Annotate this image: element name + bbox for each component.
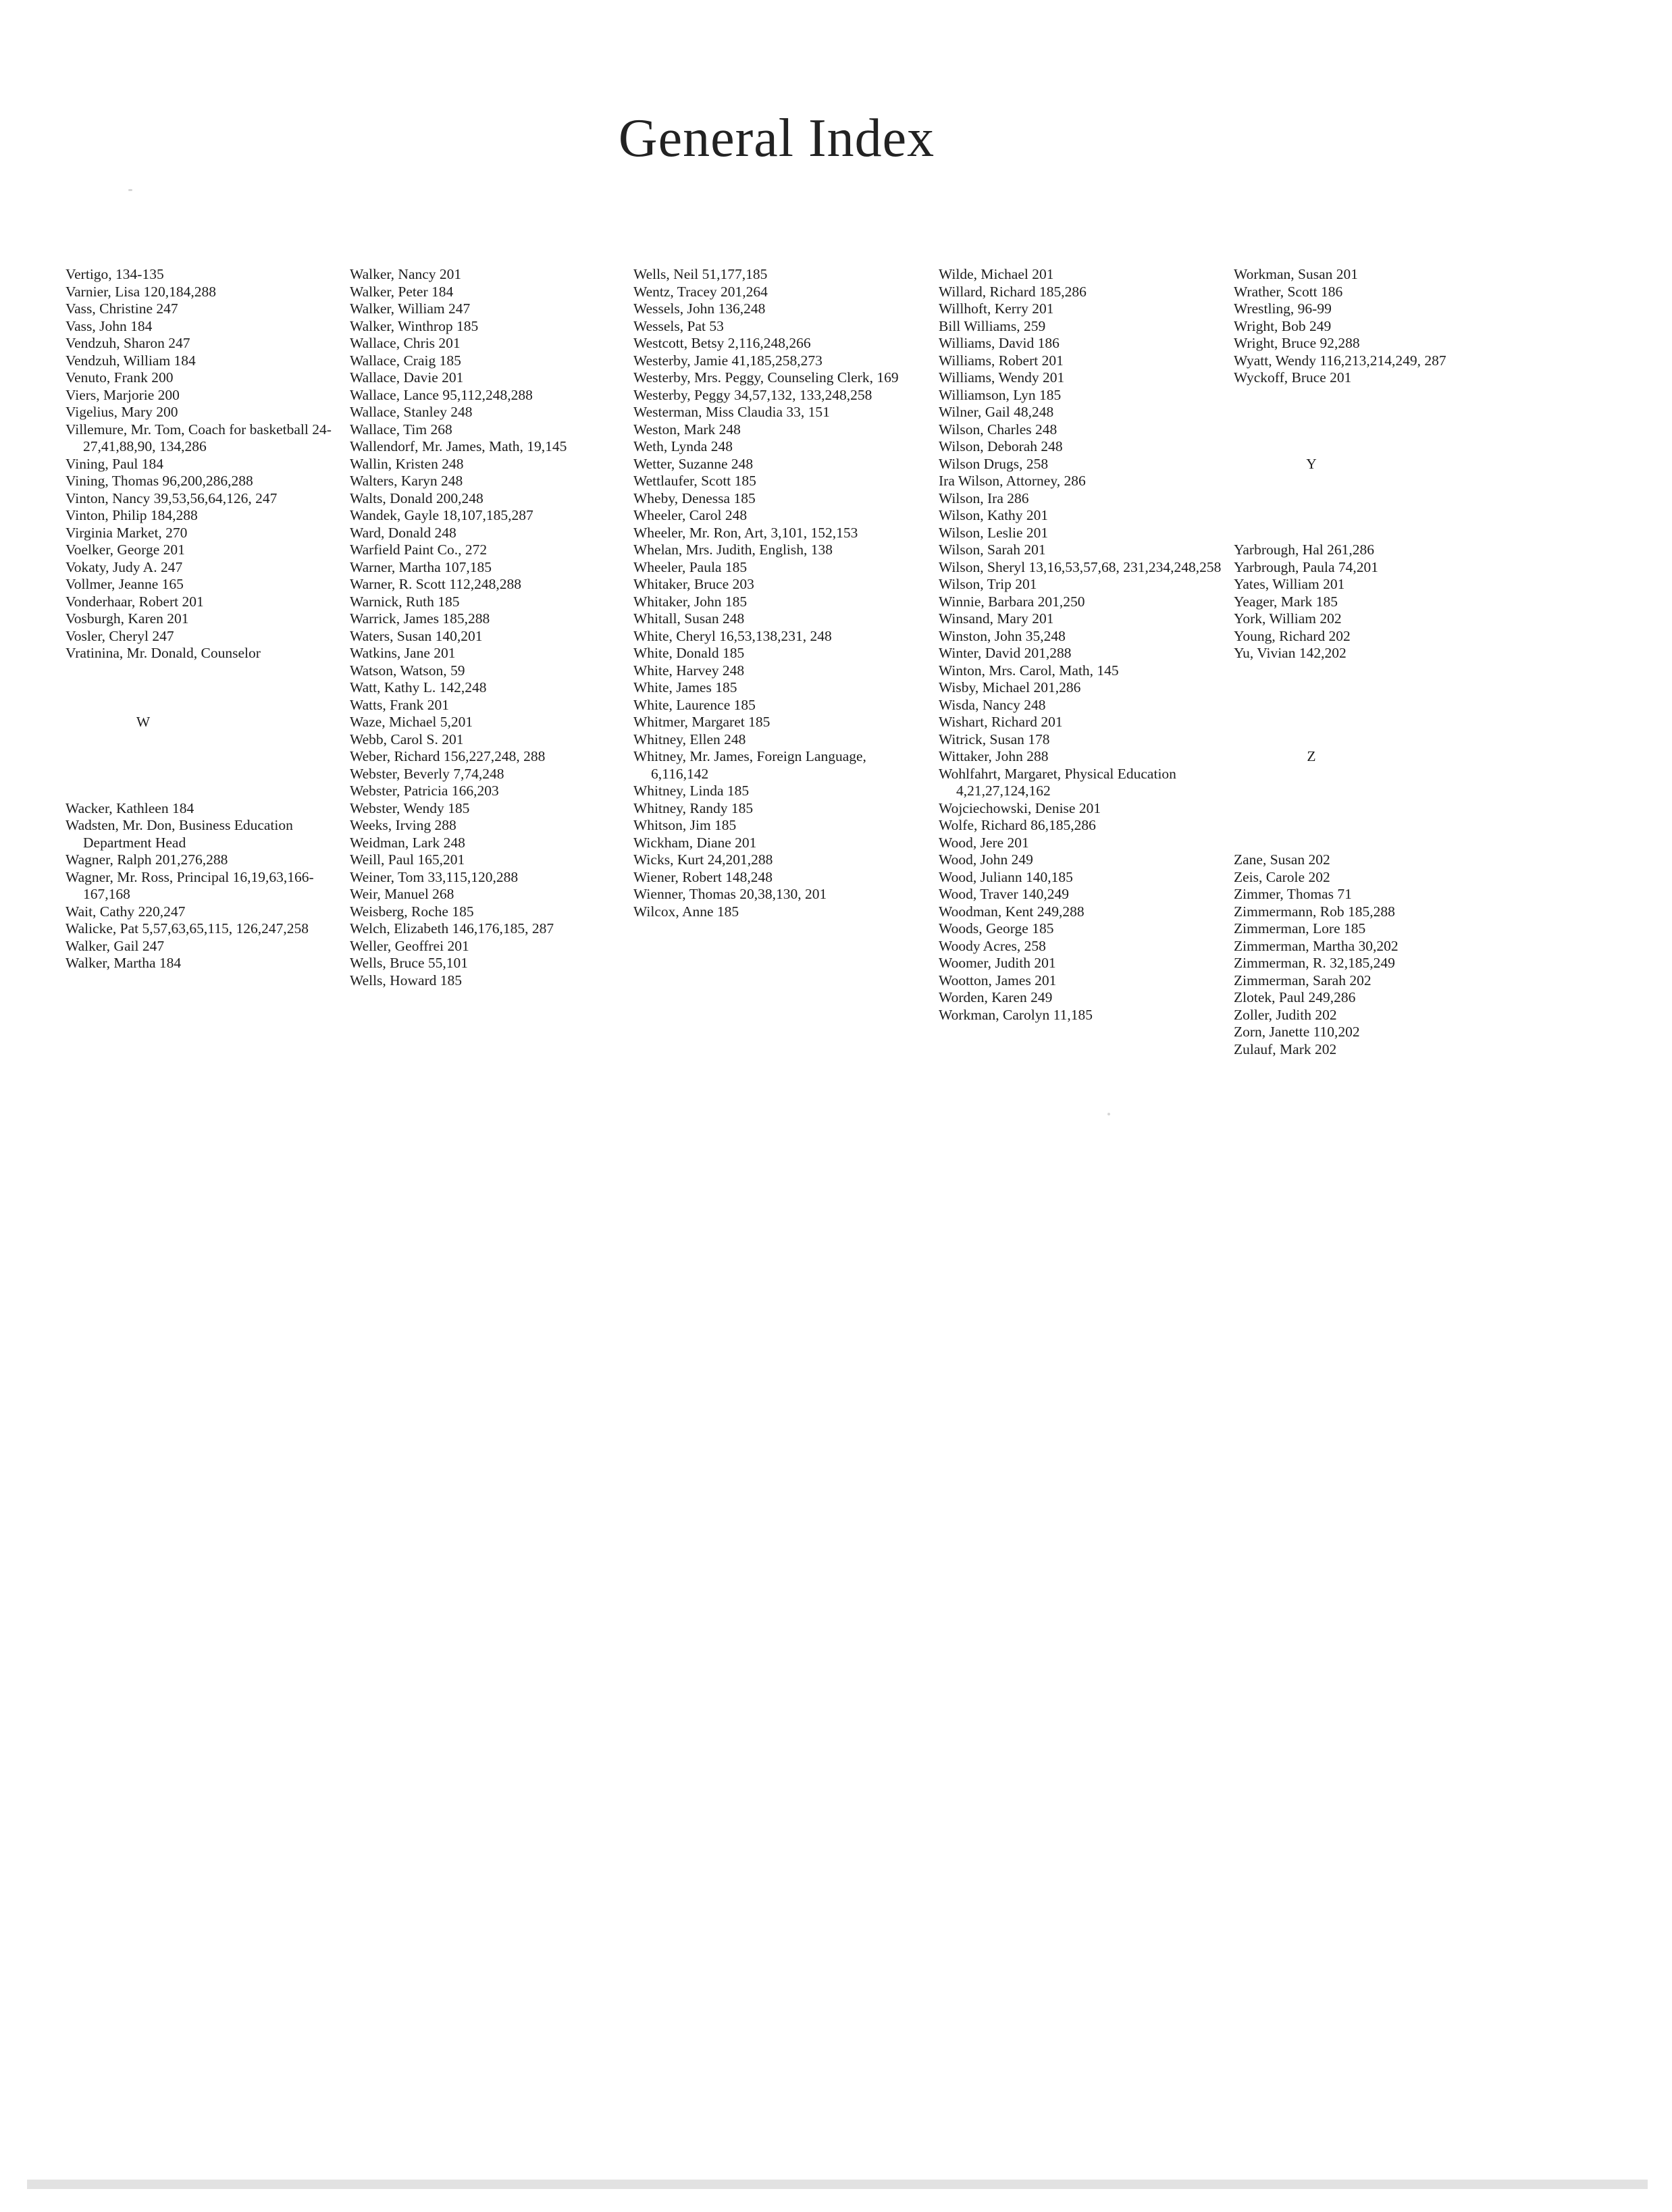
index-entry: Wettlaufer, Scott 185 <box>633 473 756 489</box>
spacer <box>66 748 349 766</box>
index-entry: Wilson, Sheryl 13,16,53,57,68, 231,234,248,258 <box>939 558 1222 575</box>
index-entry: Walicke, Pat 5,57,63,65,115, 126,247,258 <box>66 920 309 937</box>
index-entry: Weber, Richard 156,227,248, 288 <box>350 748 546 764</box>
index-entry: Wheeler, Paula 185 <box>633 558 748 575</box>
spacer <box>1234 731 1517 749</box>
index-entry: Vining, Thomas 96,200,286,288 <box>66 473 253 489</box>
index-entry: Wheeler, Carol 248 <box>633 507 748 523</box>
index-entry: Zimmermann, Rob 185,288 <box>1234 903 1395 920</box>
index-entry: Vass, John 184 <box>66 317 153 334</box>
index-entry: Yu, Vivian 142,202 <box>1234 645 1347 661</box>
spacer <box>66 679 349 697</box>
index-entry: Vass, Christine 247 <box>66 300 178 317</box>
index-entry: Wentz, Tracey 201,264 <box>633 283 768 300</box>
index-entry: Ward, Donald 248 <box>350 524 456 541</box>
spacer <box>1234 387 1517 404</box>
index-entry: Wittaker, John 288 <box>939 748 1049 764</box>
index-entry: Walker, William 247 <box>350 300 471 317</box>
index-entry: Wohlfahrt, Margaret, Physical Education 4,21,27,124,162 <box>939 765 1176 799</box>
spacer <box>1234 404 1517 421</box>
index-entry: Wisby, Michael 201,286 <box>939 679 1081 695</box>
index-entry: Weth, Lynda 248 <box>633 438 733 454</box>
scan-speck <box>1107 1113 1110 1115</box>
index-entry: Vonderhaar, Robert 201 <box>66 593 204 610</box>
index-entry: Walker, Peter 184 <box>350 283 454 300</box>
index-entry: Viers, Marjorie 200 <box>66 386 180 403</box>
index-entry: Wyckoff, Bruce 201 <box>1234 369 1352 386</box>
index-entry: Yarbrough, Hal 261,286 <box>1234 542 1375 558</box>
index-entry: Watkins, Jane 201 <box>350 645 456 661</box>
index-entry: Welch, Elizabeth 146,176,185, 287 <box>350 920 554 937</box>
index-entry: Wrather, Scott 186 <box>1234 283 1343 300</box>
index-entry: Yates, William 201 <box>1234 576 1345 592</box>
index-entry: Whitaker, Bruce 203 <box>633 576 754 592</box>
index-entry: Webster, Patricia 166,203 <box>350 783 499 799</box>
index-entry: Wessels, Pat 53 <box>633 317 724 334</box>
index-entry: Wallace, Stanley 248 <box>350 404 473 420</box>
index-entry: Williamson, Lyn 185 <box>939 386 1062 403</box>
index-entry: Wyatt, Wendy 116,213,214,249, 287 <box>1234 352 1446 369</box>
index-entry: Wallace, Craig 185 <box>350 352 461 369</box>
index-entry: Vinton, Nancy 39,53,56,64,126, 247 <box>66 490 278 506</box>
index-entry: Williams, Wendy 201 <box>939 369 1065 386</box>
spacer <box>1234 679 1517 697</box>
index-entry: Wallin, Kristen 248 <box>350 455 464 472</box>
index-entry: Willard, Richard 185,286 <box>939 283 1087 300</box>
index-entry: Virginia Market, 270 <box>66 524 188 541</box>
index-entry: Warnick, Ruth 185 <box>350 593 460 610</box>
index-entry: Wilson Drugs, 258 <box>939 455 1049 472</box>
index-entry: Weston, Mark 248 <box>633 421 741 438</box>
index-entry: Woomer, Judith 201 <box>939 955 1056 971</box>
index-entry: Wallendorf, Mr. James, Math, 19,145 <box>350 438 567 454</box>
index-entry: Wadsten, Mr. Don, Business Education Department Head <box>66 817 293 851</box>
index-entry: Whelan, Mrs. Judith, English, 138 <box>633 542 833 558</box>
index-entry: Zimmerman, R. 32,185,249 <box>1234 955 1395 971</box>
index-entry: Wilson, Kathy 201 <box>939 507 1049 523</box>
index-entry: York, William 202 <box>1234 610 1342 627</box>
index-entry: Wilner, Gail 48,248 <box>939 404 1054 420</box>
spacer <box>66 731 349 749</box>
index-entry: Wootton, James 201 <box>939 972 1057 989</box>
index-entry: Zoller, Judith 202 <box>1234 1006 1337 1023</box>
index-entry: Vinton, Philip 184,288 <box>66 507 198 523</box>
index-entry: Workman, Carolyn 11,185 <box>939 1006 1093 1023</box>
index-column-5 <box>1234 266 1517 1058</box>
index-entry: Warrick, James 185,288 <box>350 610 490 627</box>
index-entry: Vollmer, Jeanne 165 <box>66 576 184 592</box>
index-entry: Winston, John 35,248 <box>939 627 1066 644</box>
index-entry: Wells, Howard 185 <box>350 972 463 989</box>
spacer <box>66 662 349 680</box>
index-entry: White, Donald 185 <box>633 645 745 661</box>
spacer <box>1234 697 1517 714</box>
index-entry: Ira Wilson, Attorney, 286 <box>939 473 1086 489</box>
index-entry: Wojciechowski, Denise 201 <box>939 799 1101 816</box>
index-entry: Winton, Mrs. Carol, Math, 145 <box>939 662 1119 679</box>
scan-speck <box>128 189 132 191</box>
index-entry: Workman, Susan 201 <box>1234 266 1358 282</box>
index-entry: Wisda, Nancy 248 <box>939 696 1046 713</box>
spacer <box>1234 766 1517 783</box>
index-entry: Waze, Michael 5,201 <box>350 714 473 730</box>
index-column-4 <box>939 266 1222 1024</box>
index-entry: Waters, Susan 140,201 <box>350 627 483 644</box>
index-entry: Woody Acres, 258 <box>939 937 1046 954</box>
index-entry: White, James 185 <box>633 679 737 695</box>
index-entry: Westerby, Mrs. Peggy, Counseling Clerk, 169 <box>633 369 899 386</box>
index-entry: Wiener, Robert 148,248 <box>633 868 773 885</box>
index-entry: Weill, Paul 165,201 <box>350 851 465 868</box>
spacer <box>66 783 349 800</box>
section-letter: Z <box>1307 748 1316 764</box>
index-entry: Wheby, Denessa 185 <box>633 490 756 506</box>
index-column-3 <box>633 266 917 920</box>
index-entry: Vosburgh, Karen 201 <box>66 610 189 627</box>
index-entry: Weiner, Tom 33,115,120,288 <box>350 868 519 885</box>
index-entry: White, Cheryl 16,53,138,231, 248 <box>633 627 832 644</box>
index-entry: Warfield Paint Co., 272 <box>350 542 488 558</box>
index-entry: Wheeler, Mr. Ron, Art, 3,101, 152,153 <box>633 524 858 541</box>
index-entry: Wolfe, Richard 86,185,286 <box>939 817 1096 833</box>
index-entry: Whitney, Randy 185 <box>633 799 754 816</box>
index-entry: Wandek, Gayle 18,107,185,287 <box>350 507 533 523</box>
index-entry: Whitall, Susan 248 <box>633 610 745 627</box>
index-entry: Zimmerman, Sarah 202 <box>1234 972 1371 989</box>
index-entry: Whitaker, John 185 <box>633 593 748 610</box>
index-entry: Wagner, Ralph 201,276,288 <box>66 851 228 868</box>
index-entry: Venuto, Frank 200 <box>66 369 174 386</box>
index-entry: Westerby, Peggy 34,57,132, 133,248,258 <box>633 386 872 403</box>
index-entry: Varnier, Lisa 120,184,288 <box>66 283 217 300</box>
index-entry: Zlotek, Paul 249,286 <box>1234 989 1356 1005</box>
index-entry: Vosler, Cheryl 247 <box>66 627 174 644</box>
index-entry: Worden, Karen 249 <box>939 989 1053 1005</box>
index-entry: Walker, Nancy 201 <box>350 266 462 282</box>
index-entry: Watt, Kathy L. 142,248 <box>350 679 487 695</box>
index-entry: Webster, Wendy 185 <box>350 799 470 816</box>
index-entry: Wood, John 249 <box>939 851 1033 868</box>
index-entry: Walker, Martha 184 <box>66 955 182 971</box>
index-entry: Vokaty, Judy A. 247 <box>66 558 183 575</box>
index-entry: Wilson, Sarah 201 <box>939 542 1046 558</box>
index-entry: Williams, David 186 <box>939 335 1060 351</box>
index-entry: Woodman, Kent 249,288 <box>939 903 1085 920</box>
spacer <box>66 697 349 714</box>
index-entry: Wacker, Kathleen 184 <box>66 799 194 816</box>
spacer <box>1234 835 1517 852</box>
spacer <box>1234 473 1517 490</box>
index-entry: Wood, Jere 201 <box>939 834 1029 851</box>
spacer <box>1234 490 1517 508</box>
index-entry: Wallace, Lance 95,112,248,288 <box>350 386 533 403</box>
spacer <box>1234 525 1517 542</box>
index-entry: Wallace, Chris 201 <box>350 335 461 351</box>
index-entry: Zane, Susan 202 <box>1234 851 1330 868</box>
index-column-2 <box>350 266 633 989</box>
index-entry: Wilson, Trip 201 <box>939 576 1037 592</box>
index-entry: Weller, Geoffrei 201 <box>350 937 469 954</box>
index-entry: Zeis, Carole 202 <box>1234 868 1330 885</box>
index-entry: Zimmerman, Lore 185 <box>1234 920 1366 937</box>
index-entry: Weeks, Irving 288 <box>350 817 456 833</box>
index-entry: Westcott, Betsy 2,116,248,266 <box>633 335 811 351</box>
index-entry: Wessels, John 136,248 <box>633 300 766 317</box>
index-entry: Whitney, Linda 185 <box>633 783 750 799</box>
index-entry: Webb, Carol S. 201 <box>350 731 464 747</box>
index-entry: Wrestling, 96-99 <box>1234 300 1332 317</box>
index-entry: Wood, Traver 140,249 <box>939 886 1069 902</box>
index-entry: Warner, Martha 107,185 <box>350 558 492 575</box>
index-entry: White, Laurence 185 <box>633 696 756 713</box>
index-entry: Wright, Bruce 92,288 <box>1234 335 1360 351</box>
index-entry: Bill Williams, 259 <box>939 317 1046 334</box>
spacer <box>1234 507 1517 525</box>
index-entry: Wilson, Charles 248 <box>939 421 1057 438</box>
index-entry: Weir, Manuel 268 <box>350 886 454 902</box>
spacer <box>66 766 349 783</box>
index-entry: Vigelius, Mary 200 <box>66 404 178 420</box>
index-entry: Watts, Frank 201 <box>350 696 449 713</box>
scan-bottom-edge <box>27 2180 1648 2189</box>
index-entry: Yeager, Mark 185 <box>1234 593 1338 610</box>
index-entry: Wishart, Richard 201 <box>939 714 1063 730</box>
index-entry: Watson, Watson, 59 <box>350 662 465 679</box>
section-letter: W <box>136 714 151 730</box>
index-entry: Young, Richard 202 <box>1234 627 1351 644</box>
index-entry: Woods, George 185 <box>939 920 1054 937</box>
index-entry: Whitmer, Margaret 185 <box>633 714 770 730</box>
spacer <box>1234 662 1517 680</box>
index-column-1 <box>66 266 349 972</box>
index-entry: Walts, Donald 200,248 <box>350 490 484 506</box>
index-entry: Witrick, Susan 178 <box>939 731 1050 747</box>
index-entry: Westerby, Jamie 41,185,258,273 <box>633 352 822 369</box>
index-entry: Wilson, Deborah 248 <box>939 438 1063 454</box>
index-entry: White, Harvey 248 <box>633 662 745 679</box>
spacer <box>1234 438 1517 456</box>
index-entry: Walters, Karyn 248 <box>350 473 463 489</box>
spacer <box>1234 817 1517 835</box>
index-entry: Wilson, Leslie 201 <box>939 524 1049 541</box>
index-entry: Willhoft, Kerry 201 <box>939 300 1054 317</box>
index-entry: Winnie, Barbara 201,250 <box>939 593 1085 610</box>
index-entry: Zimmer, Thomas 71 <box>1234 886 1352 902</box>
index-entry: Williams, Robert 201 <box>939 352 1064 369</box>
index-entry: Whitson, Jim 185 <box>633 817 737 833</box>
index-entry: Vendzuh, William 184 <box>66 352 196 369</box>
index-entry: Yarbrough, Paula 74,201 <box>1234 558 1379 575</box>
index-entry: Vining, Paul 184 <box>66 455 164 472</box>
index-entry: Wait, Cathy 220,247 <box>66 903 186 920</box>
index-entry: Wagner, Mr. Ross, Principal 16,19,63,166-167,168 <box>66 868 314 902</box>
index-entry: Vertigo, 134-135 <box>66 266 164 282</box>
index-entry: Wilde, Michael 201 <box>939 266 1054 282</box>
index-entry: Zulauf, Mark 202 <box>1234 1041 1337 1057</box>
index-entry: Walker, Gail 247 <box>66 937 165 954</box>
spacer <box>1234 714 1517 731</box>
index-entry: Wilson, Ira 286 <box>939 490 1029 506</box>
index-entry: Wickham, Diane 201 <box>633 834 757 851</box>
index-entry: Webster, Beverly 7,74,248 <box>350 765 504 782</box>
index-entry: Wicks, Kurt 24,201,288 <box>633 851 773 868</box>
spacer <box>1234 421 1517 439</box>
spacer <box>1234 783 1517 800</box>
index-entry: Vendzuh, Sharon 247 <box>66 335 190 351</box>
index-entry: Winsand, Mary 201 <box>939 610 1054 627</box>
index-entry: Warner, R. Scott 112,248,288 <box>350 576 521 592</box>
index-entry: Wells, Bruce 55,101 <box>350 955 469 971</box>
spacer <box>1234 800 1517 818</box>
index-entry: Walker, Winthrop 185 <box>350 317 479 334</box>
page-title: General Index <box>618 109 935 168</box>
index-entry: Vratinina, Mr. Donald, Counselor <box>66 645 261 661</box>
index-entry: Wells, Neil 51,177,185 <box>633 266 768 282</box>
index-entry: Winter, David 201,288 <box>939 645 1072 661</box>
index-entry: Wood, Juliann 140,185 <box>939 868 1073 885</box>
index-entry: Wright, Bob 249 <box>1234 317 1332 334</box>
index-entry: Whitney, Mr. James, Foreign Language, 6,116,142 <box>633 748 866 782</box>
index-entry: Weisberg, Roche 185 <box>350 903 474 920</box>
index-entry: Westerman, Miss Claudia 33, 151 <box>633 404 830 420</box>
index-entry: Wetter, Suzanne 248 <box>633 455 754 472</box>
index-entry: Zorn, Janette 110,202 <box>1234 1024 1360 1040</box>
index-entry: Voelker, George 201 <box>66 542 185 558</box>
index-entry: Whitney, Ellen 248 <box>633 731 746 747</box>
index-entry: Wilcox, Anne 185 <box>633 903 739 920</box>
index-entry: Wienner, Thomas 20,38,130, 201 <box>633 886 827 902</box>
section-letter: Y <box>1306 455 1317 472</box>
index-entry: Wallace, Tim 268 <box>350 421 452 438</box>
index-entry: Wallace, Davie 201 <box>350 369 464 386</box>
index-entry: Weidman, Lark 248 <box>350 834 465 851</box>
index-entry: Villemure, Mr. Tom, Coach for basketball 24-27,41,88,90, 134,286 <box>66 421 332 454</box>
index-entry: Zimmerman, Martha 30,202 <box>1234 937 1399 954</box>
